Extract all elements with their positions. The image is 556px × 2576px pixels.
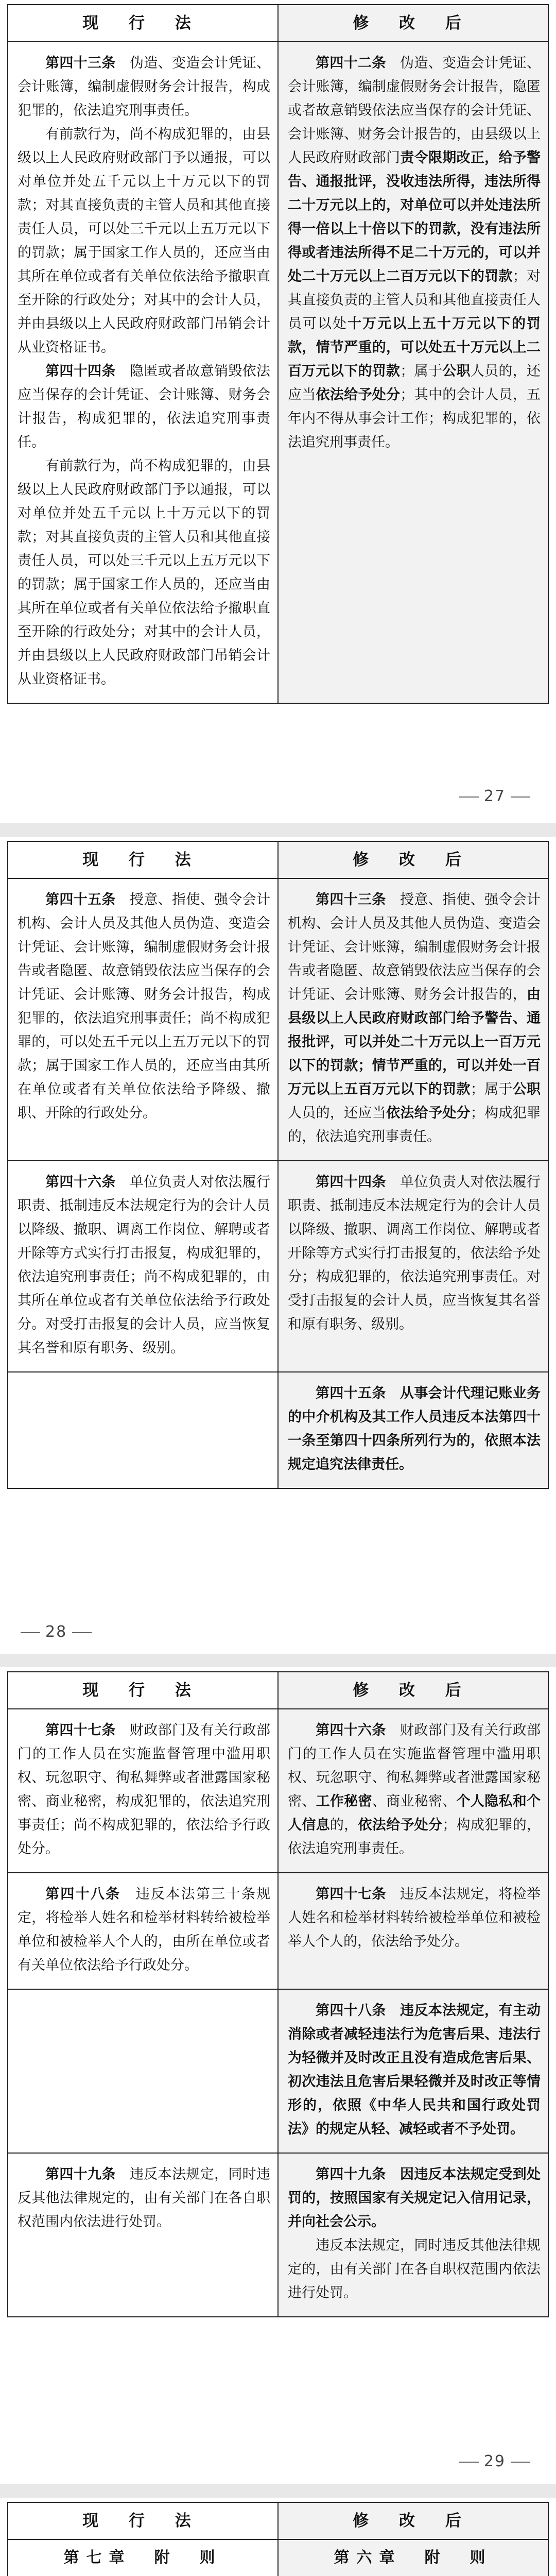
page-number-28: 28: [15, 1623, 97, 1641]
text-run: 有前款行为，尚不构成犯罪的，由县级以上人民政府财政部门予以通报，可以对单位并处五千元以上十万元以下的罚款；对其直接负责的主管人员和其他直接责任人员，可以处三千元以上五万元以下的罚款；属于国家工作人员的，还应当由其所在单位或者有关单位依法给予撤职直至开除的行政处分；对其中的会计人员，并由县级以上人民政府财政部门吊销会计从业资格证书。: [18, 126, 270, 355]
table-row: [8, 42, 548, 703]
text-run: 违反本法第三十条规定，将检举人姓名和检举材料转给被检举单位和被检举人个人的，由所在单位或者有关单位依法给予行政处分。: [18, 1886, 271, 1973]
paragraph: [288, 1883, 541, 1954]
paragraph: [288, 52, 541, 454]
page-number-27: 27: [454, 787, 535, 805]
cell-current-law: [8, 1709, 278, 1873]
table-row: [8, 1873, 548, 1989]
text-run: 、商业秘密、: [372, 1793, 457, 1809]
text-run: ；构成犯罪的，依法追究刑事责任。: [288, 1817, 541, 1857]
text-run: 授意、指使、强令会计机构、会计人员及其他人员伪造、变造会计凭证、会计账簿，编制虚假财务会计报告或者隐匿、故意销毁依法应当保存的会计凭证、会计账簿、财务会计报告的，: [288, 892, 541, 1003]
paragraph: [288, 1999, 541, 2141]
paragraph: [288, 2163, 541, 2234]
bold-text-run: 十万元以上五十万元以下的罚款，情节严重的，可以处五十万元以上二百万元以下的罚款: [288, 316, 541, 379]
bold-text-run: 因违反本法规定受到处罚的，按照国家有关规定记入信用记录，并向社会公示。: [288, 2166, 541, 2230]
bold-text-run: 由县级以上人民政府财政部门给予警告、通报批评，可以并处二十万元以上一百万元以下的罚款；情节严重的，可以并处一百万元以上五百万元以下的罚款: [288, 987, 541, 1097]
paragraph: [288, 1171, 541, 1336]
page-29: [7, 1671, 549, 2317]
text-run: 单位负责人对依法履行职责、抵制违反本法规定行为的会计人员以降级、撤职、调离工作岗位、解聘或者开除等方式实行打击报复，构成犯罪的，依法追究刑事责任；尚不构成犯罪的，由其所在单位或者有关单位依法给予行政处分。对受打击报复的会计人员，应当恢复其名誉和原有职务、级别。: [18, 1174, 271, 1356]
text-run: 单位负责人对依法履行职责、抵制违反本法规定行为的会计人员以降级、撤职、调离工作岗位、解聘或者开除等方式实行打击报复的，依法给予处分；构成犯罪的，依法追究刑事责任。对受打击报复的会计人员，应当恢复其名誉和原有职务、级别。: [288, 1174, 541, 1332]
text-run: 隐匿或者故意销毁依法应当保存的会计凭证、会计账簿、财务会计报告，构成犯罪的，依法追究刑事责任。: [18, 363, 271, 450]
page-separator: [0, 1654, 556, 1667]
bold-text-run: 第四十八条: [316, 2003, 386, 2019]
table-row: [8, 2153, 548, 2317]
bold-text-run: 违反本法规定，有主动消除或者减轻违法行为危害后果、违法行为轻微并及时改正且没有造成危害后果、初次违法且危害后果轻微并及时改正等情形的，依照《中华人民共和国行政处罚法》的规定从轻、减轻或者不予处罚。: [288, 2003, 541, 2137]
table-row: [8, 1161, 548, 1372]
header-current-law: 现 行 法: [8, 2502, 278, 2539]
bold-text-run: 第四十七条: [316, 1886, 386, 1902]
bold-text-run: 公职: [512, 1081, 541, 1097]
header-current-law: 现 行 法: [8, 5, 278, 42]
page-separator: [0, 823, 556, 837]
paragraph: [18, 1883, 270, 1977]
bold-text-run: 第四十四条: [316, 1174, 386, 1190]
cell-amended-law: [278, 1372, 548, 1488]
bold-text-run: 个人隐私和个人信息: [288, 1793, 541, 1833]
bold-text-run: 第四十九条: [45, 2166, 116, 2182]
text-run: 伪造、变造会计凭证、会计账簿，编制虚假财务会计报告，构成犯罪的，依法追究刑事责任。: [18, 55, 271, 118]
text-run: 违反本法规定，将检举人姓名和检举材料转给被检举单位和被检举人个人的，依法给予处分。: [288, 1886, 541, 1950]
cell-current-law: [8, 878, 278, 1161]
paragraph: [18, 1719, 270, 1861]
paragraph: [18, 360, 270, 454]
bold-text-run: 第四十六条: [45, 1174, 116, 1190]
cell-current-law: [8, 1372, 278, 1488]
text-run: 授意、指使、强令会计机构、会计人员及其他人员伪造、变造会计凭证、会计账簿，编制虚假财务会计报告或者隐匿、故意销毁依法应当保存的会计凭证、会计账簿、财务会计报告，构成犯罪的，依法追究刑事责任；尚不构成犯罪的，可以处五千元以上五万元以下的罚款；属于国家工作人员的，还应当由其所在单位或者有关单位依法给予降级、撤职、开除的行政处分。: [18, 892, 271, 1121]
text-run: 违反本法规定，同时违反其他法律规定的，由有关部门在各自职权范围内依法进行处罚。: [288, 2238, 541, 2301]
cell-amended-law: [278, 1161, 548, 1372]
table-row: [8, 1709, 548, 1873]
paragraph: [288, 888, 541, 1149]
cell-current-law: [8, 42, 278, 703]
comparison-table: [7, 2502, 549, 2576]
page-30: [7, 2502, 549, 2576]
paragraph: [288, 2234, 541, 2305]
text-run: 人员的，还应当: [288, 363, 541, 403]
bold-text-run: 第四十五条: [45, 892, 116, 908]
bold-text-run: 依法给予处分: [386, 1105, 471, 1121]
paragraph: [18, 454, 270, 691]
page-28: [7, 841, 549, 1489]
text-run: 财政部门及有关行政部门的工作人员在实施监督管理中滥用职权、玩忽职守、徇私舞弊或者泄露国家秘密、商业秘密，构成犯罪的，依法追究刑事责任；尚不构成犯罪的，依法给予行政处分。: [18, 1722, 271, 1857]
chapter-heading-current: 第七章 附 则: [8, 2539, 278, 2576]
cell-current-law: [8, 1161, 278, 1372]
text-run: ；属于: [470, 1081, 513, 1097]
table-row: [8, 1372, 548, 1488]
text-run: 人员的，还应当: [288, 1105, 387, 1121]
page-number-29: 29: [454, 2452, 535, 2470]
paragraph: [288, 1382, 541, 1477]
cell-amended-law: [278, 42, 548, 703]
text-run: ；其中的会计人员，五年内不得从事会计工作；构成犯罪的，依法追究刑事责任。: [288, 387, 541, 450]
text-run: ；构成犯罪的，依法追究刑事责任。: [288, 1105, 541, 1145]
bold-text-run: 从事会计代理记账业务的中介机构及其工作人员违反本法第四十一条至第四十四条所列行为的，依照本法规定追究法律责任。: [288, 1385, 541, 1472]
cell-current-law: [8, 1989, 278, 2153]
bold-text-run: 依法给予处分: [316, 387, 401, 403]
header-amended-law: 修 改 后: [278, 5, 548, 42]
text-run: 有前款行为，尚不构成犯罪的，由县级以上人民政府财政部门予以通报，可以对单位并处五千元以上十万元以下的罚款；对其直接负责的主管人员和其他直接责任人员，可以处三千元以上五万元以下的罚款；属于国家工作人员的，还应当由其所在单位或者有关单位依法给予撤职直至开除的行政处分；对其中的会计人员，并由县级以上人民政府财政部门吊销会计从业资格证书。: [18, 458, 270, 687]
comparison-table: [7, 1671, 549, 2317]
page-27: [7, 4, 549, 704]
bold-text-run: 第四十三条: [316, 892, 386, 908]
cell-current-law: [8, 1873, 278, 1989]
cell-amended-law: [278, 1709, 548, 1873]
cell-amended-law: [278, 1873, 548, 1989]
text-run: 的，: [329, 1817, 358, 1833]
bold-text-run: 第四十八条: [45, 1886, 121, 1902]
table-row: [8, 1989, 548, 2153]
page-separator: [0, 2484, 556, 2498]
chapter-heading-amended: 第六章 附 则: [278, 2539, 548, 2576]
paragraph: [288, 1719, 541, 1861]
bold-text-run: 第四十三条: [45, 55, 116, 71]
text-run: ；对其直接负责的主管人员和其他直接责任人员可以处: [288, 268, 541, 332]
comparison-table: [7, 841, 549, 1489]
bold-text-run: 第四十九条: [316, 2166, 386, 2182]
paragraph: [18, 888, 270, 1125]
bold-text-run: 第四十二条: [316, 55, 386, 71]
header-current-law: 现 行 法: [8, 1672, 278, 1709]
cell-current-law: [8, 2153, 278, 2317]
comparison-table: [7, 4, 549, 704]
paragraph: [18, 2163, 270, 2234]
text-run: ；属于: [400, 363, 443, 379]
header-amended-law: 修 改 后: [278, 2502, 548, 2539]
header-amended-law: 修 改 后: [278, 1672, 548, 1709]
bold-text-run: 第四十四条: [45, 363, 116, 379]
bold-text-run: 第四十五条: [316, 1385, 386, 1401]
header-amended-law: 修 改 后: [278, 841, 548, 878]
bold-text-run: 公职: [442, 363, 471, 379]
bold-text-run: 工作秘密: [316, 1793, 372, 1809]
text-run: 财政部门及有关行政部门的工作人员在实施监督管理中滥用职权、玩忽职守、徇私舞弊或者泄露国家秘密、: [288, 1722, 541, 1809]
text-run: 违反本法规定，同时违反其他法律规定的，由有关部门在各自职权范围内依法进行处罚。: [18, 2166, 271, 2230]
table-row: [8, 878, 548, 1161]
cell-amended-law: [278, 1989, 548, 2153]
cell-amended-law: [278, 878, 548, 1161]
bold-text-run: 责令限期改正，给予警告、通报批评，没收违法所得，违法所得二十万元以上的，对单位可以并处违法所得一倍以上十倍以下的罚款，没有违法所得或者违法所得不足二十万元的，可以并处二十万元以上二百万元以下的罚款: [288, 150, 541, 284]
header-current-law: 现 行 法: [8, 841, 278, 878]
bold-text-run: 第四十六条: [316, 1722, 386, 1738]
cell-amended-law: [278, 2153, 548, 2317]
bold-text-run: 依法给予处分: [358, 1817, 443, 1833]
paragraph: [18, 52, 270, 123]
paragraph: [18, 1171, 270, 1360]
bold-text-run: 第四十七条: [45, 1722, 116, 1738]
text-run: 伪造、变造会计凭证、会计账簿，编制虚假财务会计报告，隐匿或者故意销毁依法应当保存的会计凭证、会计账簿、财务会计报告的，由县级以上人民政府财政部门: [288, 55, 541, 166]
paragraph: [18, 123, 270, 360]
